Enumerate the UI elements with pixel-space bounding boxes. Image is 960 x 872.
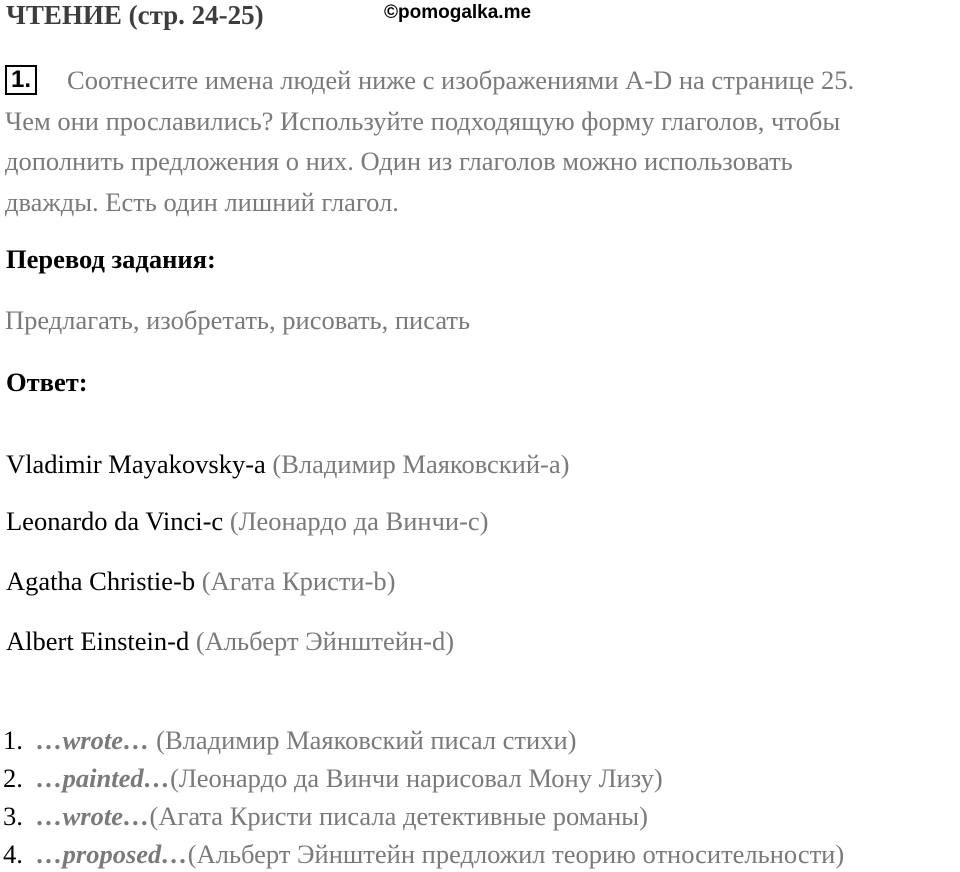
sentence-verb: …wrote… — [36, 725, 150, 755]
task-line-3: дополнить предложения о них. Один из глаголов можно использовать — [5, 146, 793, 176]
match-name: Albert Einstein-d — [6, 626, 190, 656]
task-line-1: 1. Соотнесите имена людей ниже с изображениями A-D на странице 25. — [5, 60, 960, 101]
match-item — [6, 505, 489, 537]
sentence-item — [3, 724, 576, 756]
match-translation: (Альберт Эйнштейн-d) — [195, 626, 455, 656]
sentence-number: 4. — [3, 839, 23, 869]
match-name: Leonardo da Vinci-c — [6, 506, 224, 536]
match-translation: (Владимир Маяковский-а) — [272, 449, 570, 479]
translation-heading: Перевод задания: — [6, 244, 216, 274]
sentence-verb: …painted… — [36, 763, 171, 793]
match-name: Vladimir Mayakovsky-a — [6, 449, 266, 479]
sentence-verb: …proposed… — [36, 839, 188, 869]
sentence-number: 2. — [3, 763, 23, 793]
task-number-box: 1. — [5, 65, 37, 95]
sentence-text: (Агата Кристи писала детективные романы) — [149, 801, 648, 831]
task-line-2: Чем они прославились? Используйте подходящую форму глаголов, чтобы — [5, 105, 841, 136]
task-text — [5, 60, 960, 222]
match-item — [6, 448, 569, 480]
page-title: ЧТЕНИЕ (стр. 24-25) — [6, 0, 264, 30]
sentence-text: (Альберт Эйнштейн предложил теорию относительности) — [187, 839, 845, 869]
sentence-item — [3, 838, 844, 870]
sentence-number: 1. — [3, 725, 23, 755]
watermark: ©pomogalka.me — [384, 2, 532, 23]
translation-text: Предлагать, изобретать, рисовать, писать — [5, 305, 471, 335]
sentence-item — [3, 762, 663, 794]
match-translation: (Леонардо да Винчи-с) — [229, 506, 489, 536]
sentence-verb: …wrote… — [36, 801, 150, 831]
sentence-number: 3. — [3, 801, 23, 831]
match-translation: (Агата Кристи-b) — [201, 566, 396, 596]
answer-heading: Ответ: — [6, 367, 88, 397]
sentence-text: (Владимир Маяковский писал стихи) — [149, 725, 577, 755]
match-item — [6, 625, 454, 657]
task-line-4: дважды. Есть один лишний глагол. — [5, 186, 399, 217]
sentence-item — [3, 800, 648, 832]
match-name: Agatha Christie-b — [6, 566, 196, 596]
sentence-text: (Леонардо да Винчи нарисовал Мону Лизу) — [170, 763, 663, 793]
match-item — [6, 565, 396, 597]
